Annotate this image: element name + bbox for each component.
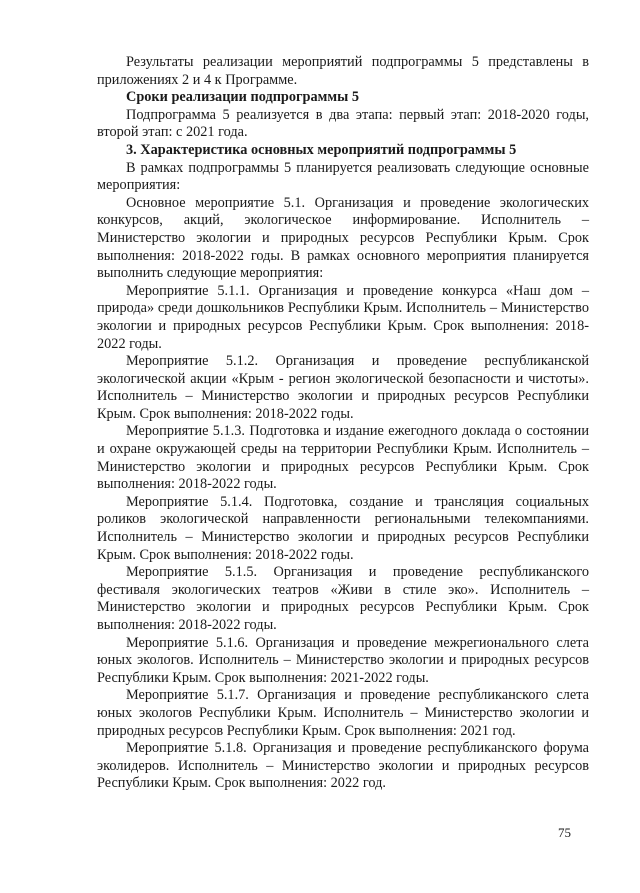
paragraph-measure-5-1-2: Мероприятие 5.1.2. Организация и проведение республиканской экологической акции «Крым - регион экологической безопасности и чистоты». Исполнитель – Министерство экологии и природных ресурсов Республики Крым. Срок выполнения: 2018-2022 годы. <box>97 353 589 422</box>
paragraph-intro-measures: В рамках подпрограммы 5 планируется реализовать следующие основные мероприятия: <box>97 159 589 194</box>
heading-main-measures: 3. Характеристика основных мероприятий подпрограммы 5 <box>126 141 517 158</box>
paragraph-main-measure-5-1: Основное мероприятие 5.1. Организация и проведение экологических конкурсов, акций, экологическое информирование. Исполнитель – Министерство экологии и природных ресурсов Республики Крым. Срок выполнения: 2018-2022 годы. В рамках основного мероприятия планируется выполнить следующие мероприятия: <box>97 194 589 282</box>
heading-implementation-terms: Сроки реализации подпрограммы 5 <box>126 89 359 106</box>
paragraph-results: Результаты реализации мероприятий подпрограммы 5 представлены в приложениях 2 и 4 к Программе. <box>97 54 589 88</box>
paragraph-measure-5-1-3: Мероприятие 5.1.3. Подготовка и издание ежегодного доклада о состоянии и охране окружающей среды на территории Республики Крым. Исполнитель – Министерство экологии и природных ресурсов Республики Крым. Срок выполнения: 2018-2022 годы. <box>97 423 589 493</box>
page-number: 75 <box>558 825 571 840</box>
paragraph-measure-5-1-4: Мероприятие 5.1.4. Подготовка, создание и трансляция социальных роликов экологической направленности региональными телекомпаниями. Исполнитель – Министерство экологии и природных ресурсов Республики Крым. Срок выполнения: 2018-2022 годы. <box>97 493 589 563</box>
paragraph-measure-5-1-7: Мероприятие 5.1.7. Организация и проведение республиканского слета юных экологов Республики Крым. Исполнитель – Министерство экологии и природных ресурсов Республики Крым. Срок выполнения: 2021 год. <box>97 687 589 739</box>
paragraph-stages: Подпрограмма 5 реализуется в два этапа: первый этап: 2018-2020 годы, второй этап: с 2021 года. <box>97 106 589 141</box>
paragraph-measure-5-1-6: Мероприятие 5.1.6. Организация и проведение межрегионального слета юных экологов. Исполнитель – Министерство экологии и природных ресурсов Республики Крым. Срок выполнения: 2021-2022 годы. <box>97 634 589 686</box>
paragraph-measure-5-1-5: Мероприятие 5.1.5. Организация и проведение республиканского фестиваля экологических театров «Живи в стиле эко». Исполнитель – Министерство экологии и природных ресурсов Республики Крым. Срок выполнения: 2018-2022 годы. <box>97 564 589 633</box>
document-page <box>97 54 589 793</box>
paragraph-measure-5-1-8: Мероприятие 5.1.8. Организация и проведение республиканского форума эколидеров. Исполнитель – Министерство экологии и природных ресурсов Республики Крым. Срок выполнения: 2022 год. <box>97 740 589 792</box>
paragraph-measure-5-1-1: Мероприятие 5.1.1. Организация и проведение конкурса «Наш дом – природа» среди дошкольников Республики Крым. Исполнитель – Министерство экологии и природных ресурсов Республики Крым. Срок выполнения: 2018-2022 годы. <box>97 282 589 352</box>
